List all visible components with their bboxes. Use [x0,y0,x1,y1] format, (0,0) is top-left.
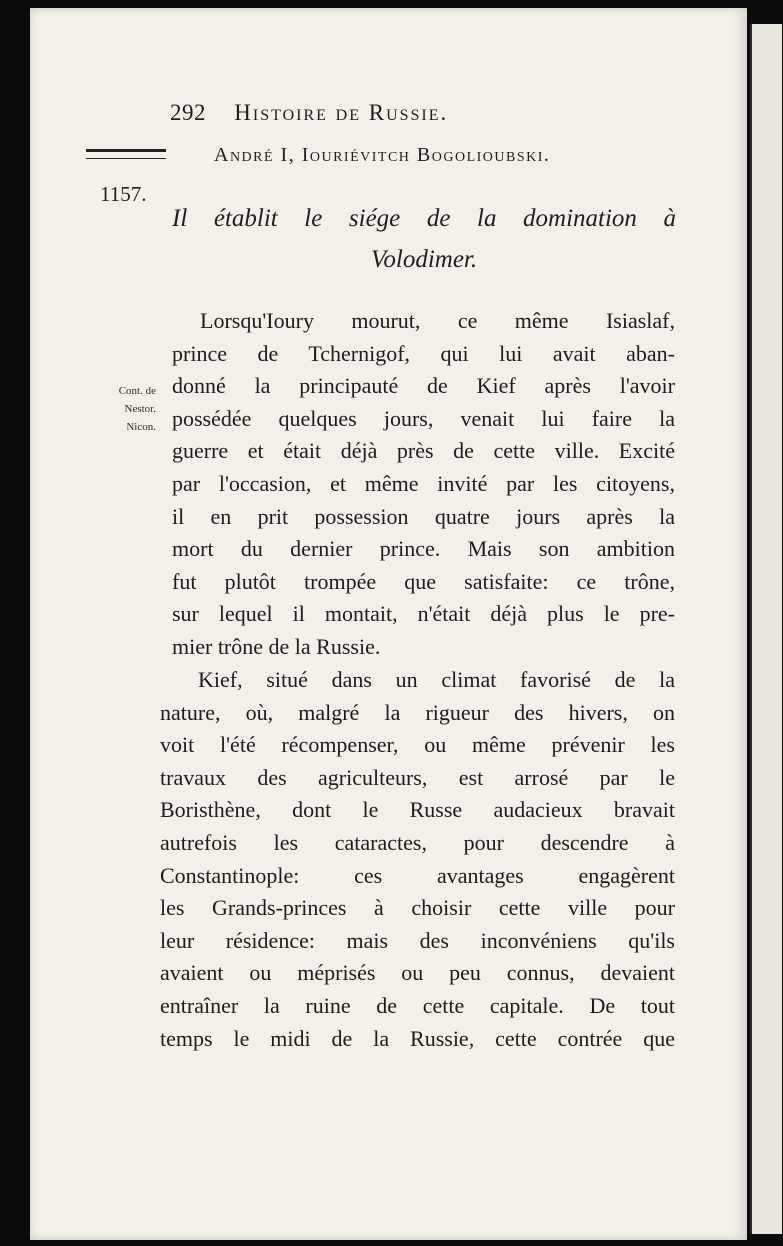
text-line: par l'occasion, et même invité par les citoyens, [172,470,675,496]
text-line: Lorsqu'Ioury mourut, ce même Isiaslaf, [200,308,675,333]
margin-note-line: Nicon. [126,421,156,433]
text-line: autrefois les cataractes, pour descendre à [160,829,675,855]
subtitle-line: Volodimer. [370,246,478,273]
subtitle-line: Il établit le siége de la domination à [172,205,676,232]
text-line: guerre et était déjà près de cette ville. Excité [172,438,675,464]
text-line: sur lequel il montait, n'était déjà plus le pre- [172,601,675,627]
page-number: 292 [170,100,206,125]
text-line: travaux des agriculteurs, est arrosé par le [160,764,675,790]
text-line: mier trône de la Russie. [172,633,381,659]
chapter-heading: André I, Iouriévitch Bogolioubski. [214,144,551,166]
running-title: Histoire de Russie. [234,100,449,125]
facing-page-edge [750,24,782,1234]
text-line: il en prit possession quatre jours après la [172,503,675,529]
text-line: prince de Tchernigof, qui lui avait aban- [172,340,675,366]
text-line: Kief, situé dans un climat favorisé de la [198,667,675,692]
text-line: avaient ou méprisés ou peu connus, devaient [160,960,675,986]
running-header [170,100,448,126]
text-line: possédée quelques jours, venait lui faire la [172,405,675,431]
text-line: mort du dernier prince. Mais son ambition [172,536,675,562]
text-line: temps le midi de la Russie, cette contrée que [160,1025,675,1051]
margin-source-note [90,382,156,436]
margin-note-line: Cont. de [118,385,156,397]
text-line: les Grands-princes à choisir cette ville pour [160,895,675,921]
section-subtitle [172,198,676,280]
paragraph-1 [172,305,675,664]
text-line: Boristhène, dont le Russe audacieux bravait [160,797,675,823]
text-line: leur résidence: mais des inconvéniens qu'ils [160,927,675,953]
section-rule [86,149,166,159]
text-line: Constantinople: ces avantages engagèrent [160,862,675,888]
paragraph-2 [160,664,675,1055]
text-line: entraîner la ruine de cette capitale. De tout [160,992,675,1018]
text-line: nature, où, malgré la rigueur des hivers, on [160,699,675,725]
text-line: voit l'été récompenser, ou même prévenir les [160,732,675,758]
text-line: donné la principauté de Kief après l'avoir [172,373,675,399]
margin-note-line: Nestor. [124,403,156,415]
text-line: fut plutôt trompée que satisfaite: ce trône, [172,568,675,594]
year-marginal: 1157. [100,182,147,206]
